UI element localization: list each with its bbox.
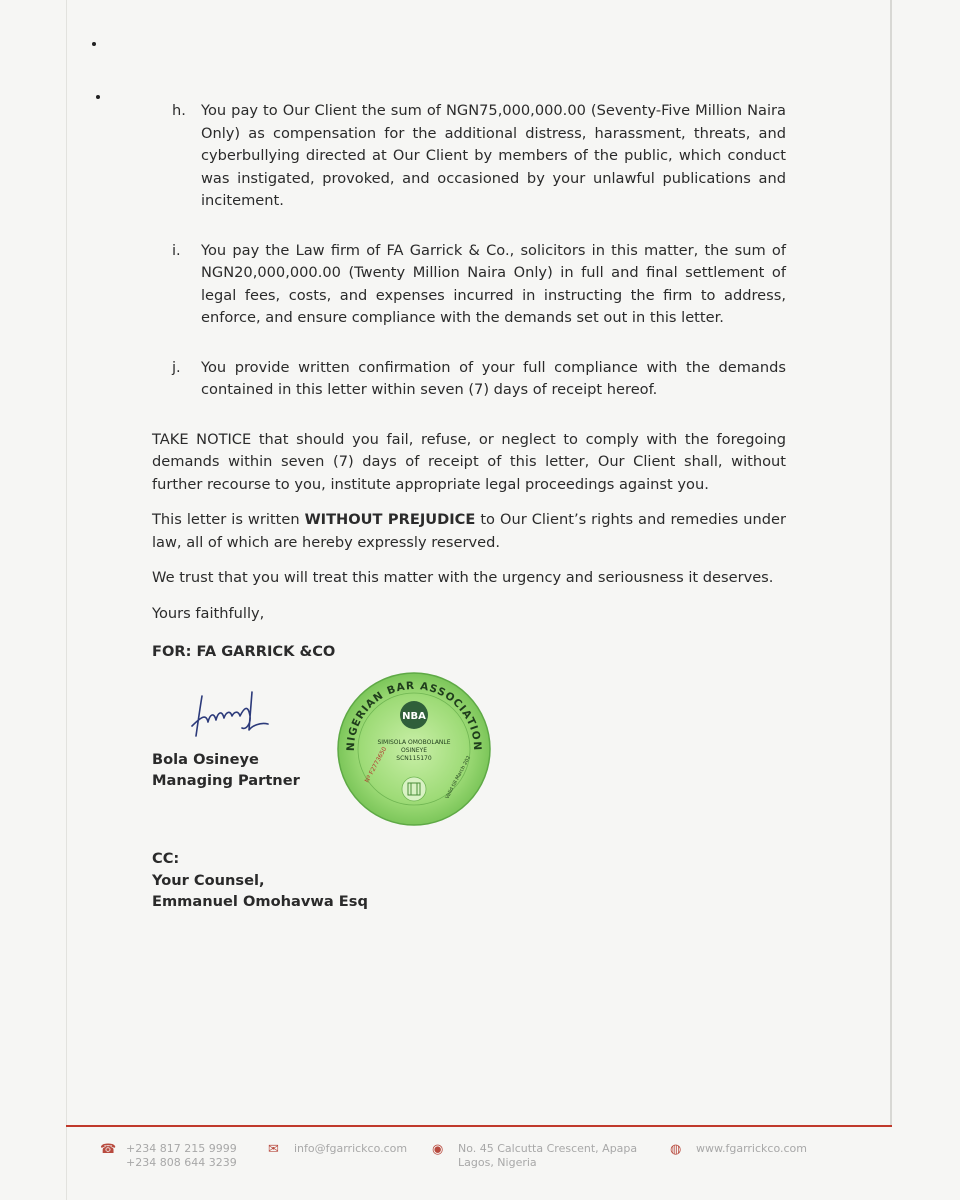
wp-before: This letter is written	[152, 511, 305, 528]
letterhead-footer	[100, 1142, 820, 1182]
page-edge-shadow	[890, 0, 892, 1125]
seal-holder-line1: SIMISOLA OMOBOLANLE	[377, 739, 451, 746]
footer-website-text[interactable]: www.fgarrickco.com	[696, 1142, 807, 1155]
item-marker: j.	[172, 358, 181, 376]
cc-line1: Your Counsel,	[152, 871, 265, 889]
nba-seal-stamp	[336, 671, 492, 827]
seal-valid: Valid till March 202	[444, 754, 473, 800]
item-marker: i.	[172, 241, 181, 259]
item-marker: h.	[172, 102, 186, 119]
item-text: You pay to Our Client the sum of NGN75,000,000.00 (Seventy-Five Million Naira Only) as compensation for the additional distress, harassment, threats, and cyberbullying directed at Our Client by members of the public, which conduct was instigated, provoked, and occasioned by your unlawful publications and incitement.	[201, 102, 786, 209]
page-edge-left	[66, 0, 67, 1200]
scan-dot	[92, 42, 96, 46]
seal-abbr: NBA	[402, 711, 426, 722]
cc-line2: Emmanuel Omohavwa Esq	[152, 893, 368, 910]
item-text: You pay the Law firm of FA Garrick & Co., solicitors in this matter, the sum of NGN20,000,000.00 (Twenty Million Naira Only) in full and final settlement of legal fees, costs, and expenses incurred in instructing the firm to address, enforce, and ensure compliance with the demands set out in this letter.	[201, 241, 786, 326]
seal-crest-icon	[402, 777, 426, 801]
trust-paragraph: We trust that you will treat this matter with the urgency and seriousness it deserves.	[152, 569, 774, 586]
footer-phone	[100, 1142, 237, 1170]
footer-email-text[interactable]: info@fgarrickco.com	[294, 1142, 408, 1155]
footer-rule	[66, 1125, 892, 1127]
footer-phone1: +234 817 215 9999	[126, 1142, 237, 1155]
take-notice-paragraph: TAKE NOTICE that should you fail, refuse, or neglect to comply with the foregoing demands within seven (7) days of receipt of this letter, Our Client shall, without further recourse to you, institute appropriate legal proceedings against you.	[152, 430, 786, 493]
item-text: You provide written confirmation of your full compliance with the demands contained in this letter within seven (7) days of receipt hereof.	[201, 358, 786, 398]
footer-phone2: +234 808 644 3239	[126, 1156, 237, 1169]
signer-name: Bola Osineye	[152, 751, 259, 768]
firm-line: FOR: FA GARRICK &CO	[152, 643, 336, 660]
handwritten-signature	[172, 686, 282, 746]
footer-address2: Lagos, Nigeria	[458, 1156, 537, 1169]
phone-icon: ☎	[100, 1142, 117, 1157]
scan-dot	[96, 95, 100, 99]
without-prejudice-paragraph	[152, 509, 786, 554]
letter-body	[152, 100, 786, 678]
location-pin-icon: ◉	[432, 1142, 444, 1157]
demand-item-i	[152, 240, 786, 330]
globe-icon: ◍	[670, 1142, 682, 1157]
demand-item-j	[152, 357, 786, 402]
cc-block	[152, 848, 368, 913]
seal-serial: Nº F2773650	[363, 745, 389, 784]
seal-org-text: NIGERIAN BAR ASSOCIATION	[344, 679, 484, 752]
footer-address1: No. 45 Calcutta Crescent, Apapa	[458, 1142, 638, 1155]
demand-item-h	[152, 100, 786, 213]
signer-title: Managing Partner	[152, 772, 300, 789]
footer-website[interactable]	[670, 1142, 807, 1158]
closing-salutation: Yours faithfully,	[152, 604, 265, 622]
seal-holder-line2: OSINEYE	[400, 747, 428, 754]
seal-scn: SCN115170	[396, 755, 432, 762]
wp-bold: WITHOUT PREJUDICE	[304, 511, 476, 528]
email-icon: ✉	[268, 1142, 279, 1157]
footer-email[interactable]	[268, 1142, 407, 1158]
footer-address	[432, 1142, 637, 1170]
wp-after: to Our Client’s rights and remedies under law, all of which are hereby expressly reserved.	[152, 511, 786, 551]
cc-label: CC:	[152, 850, 180, 867]
